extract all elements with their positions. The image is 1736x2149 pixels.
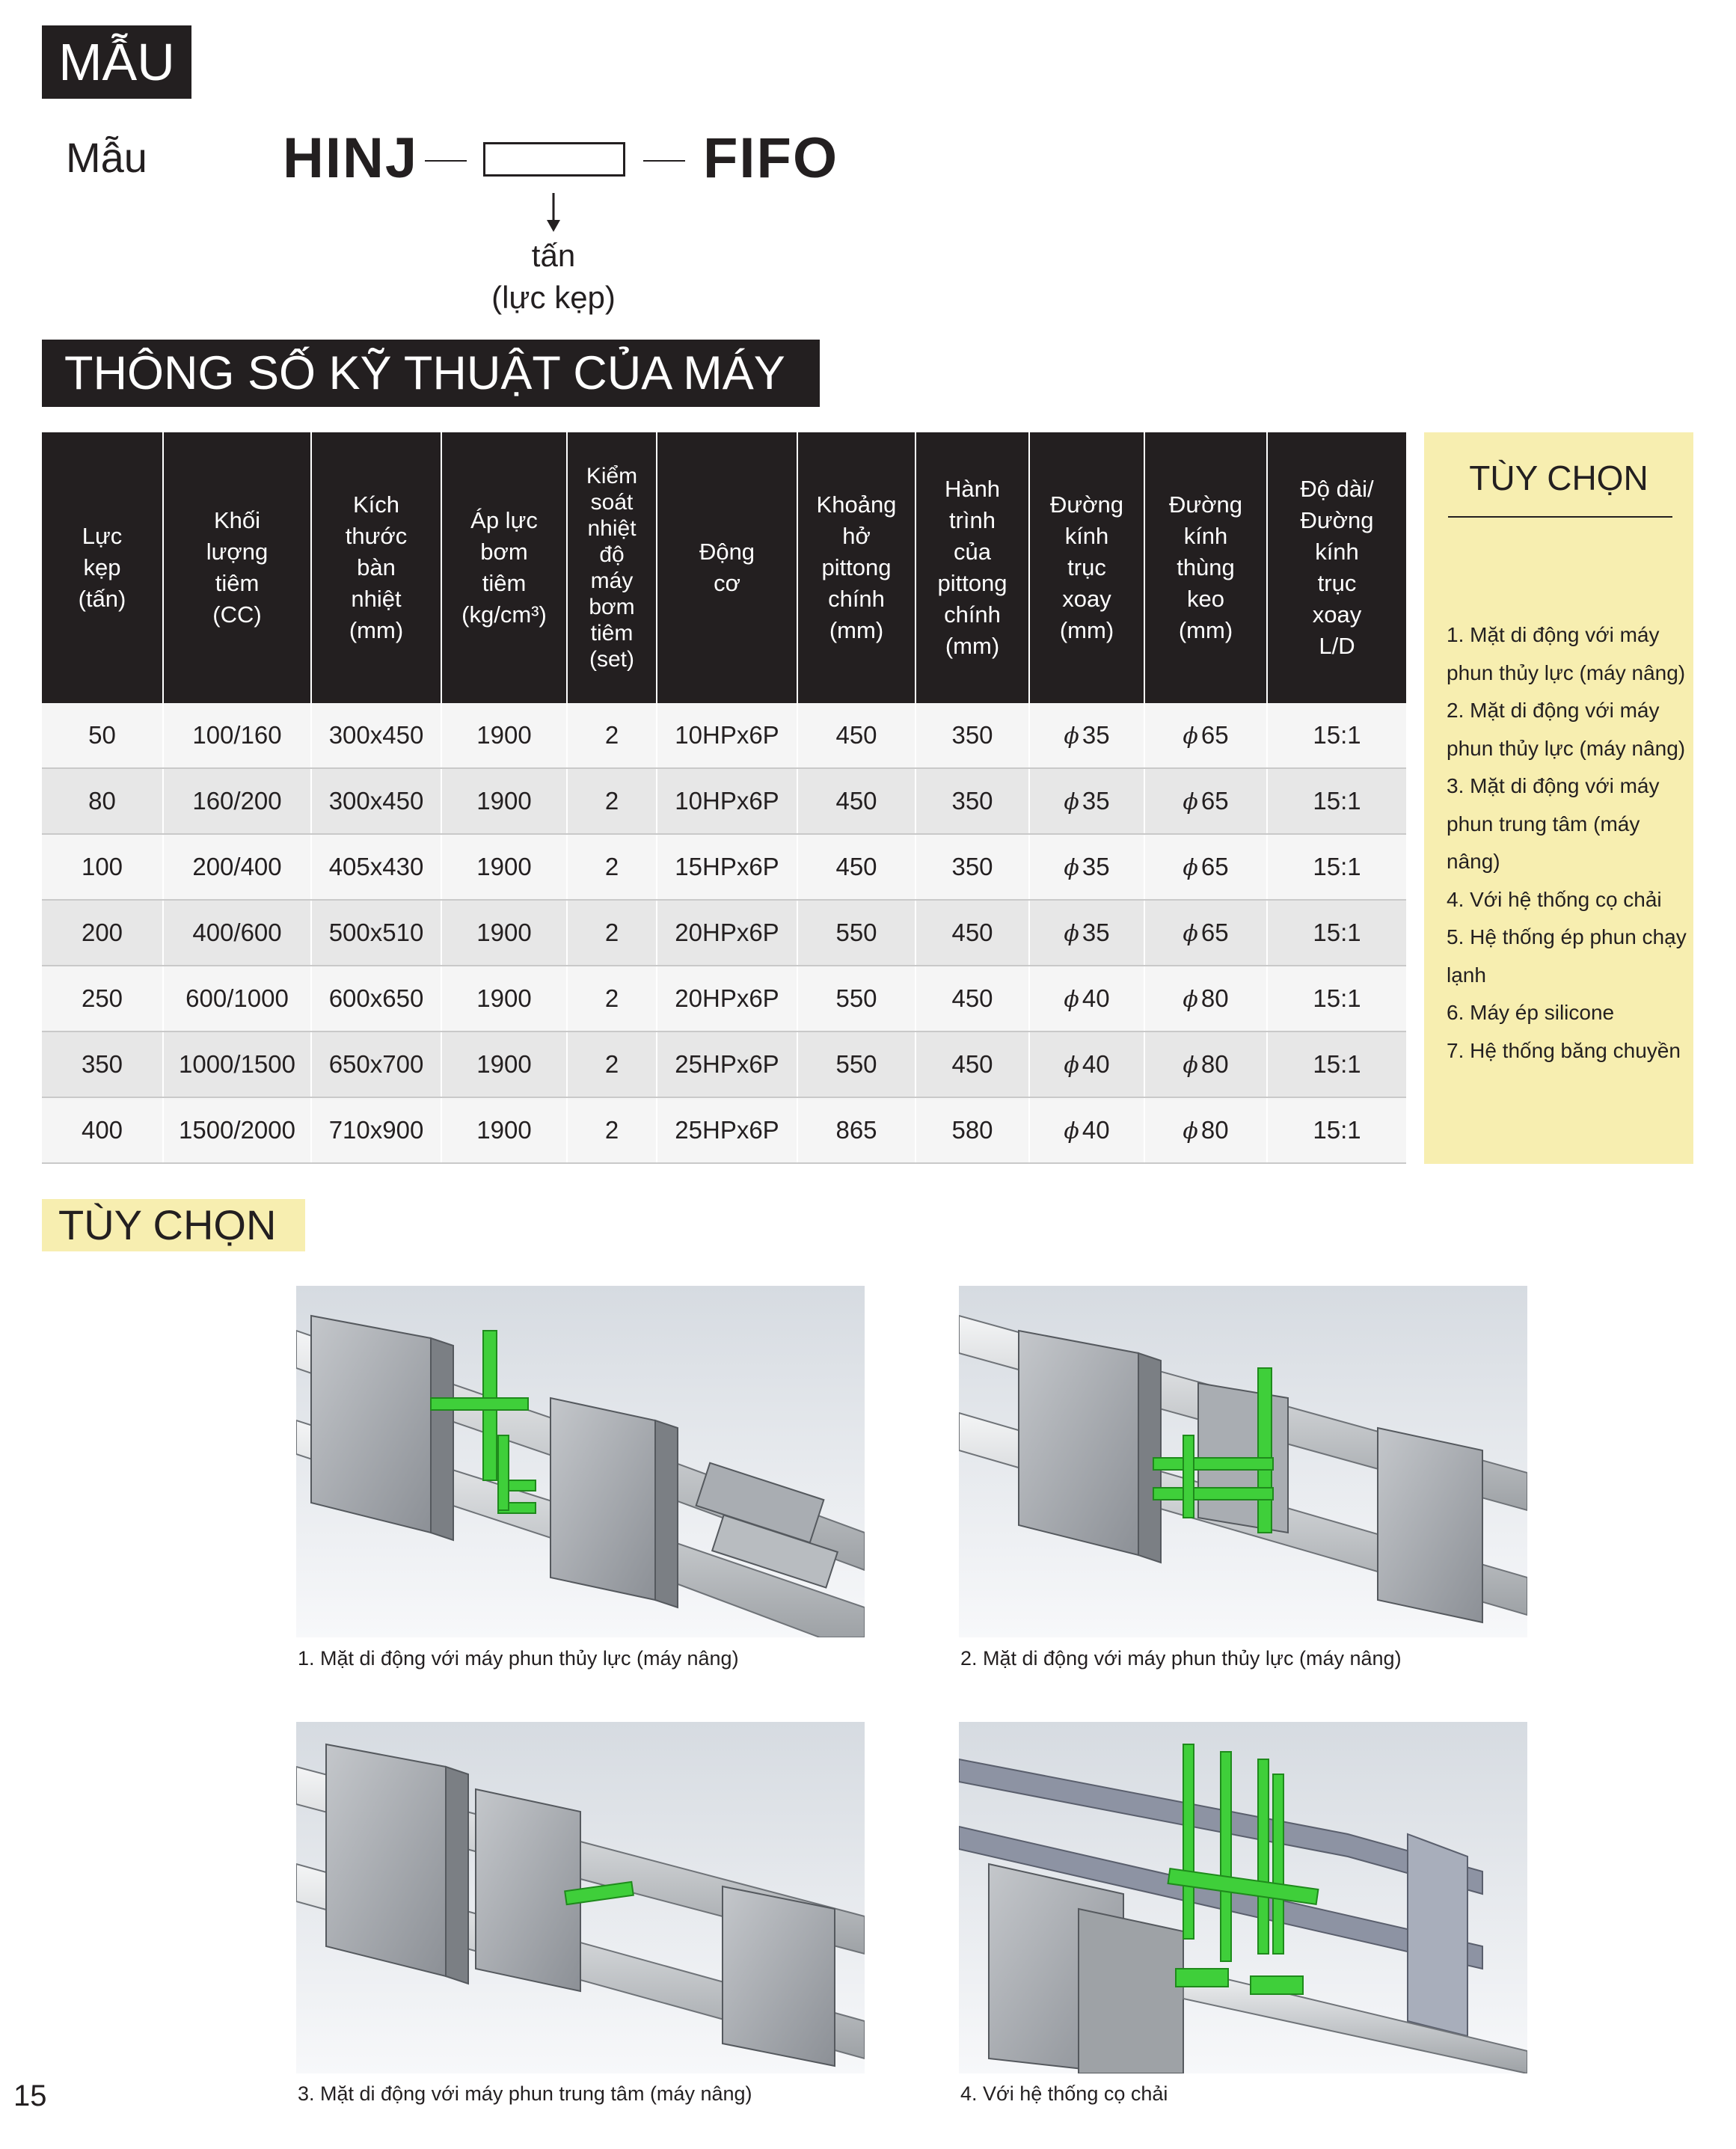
options-panel-divider — [1448, 516, 1672, 518]
spec-col-header-line: (mm) — [1059, 617, 1114, 643]
spec-cell-value: 450 — [951, 984, 993, 1012]
spec-cell-value: 550 — [835, 984, 877, 1012]
spec-cell-value: 1900 — [476, 984, 532, 1012]
spec-col-header-5 — [567, 432, 657, 703]
spec-cell — [1267, 1097, 1406, 1163]
spec-col-header-line: (mm) — [349, 617, 404, 643]
spec-cell — [657, 768, 797, 834]
spec-cell — [163, 1097, 311, 1163]
spec-cell — [1029, 834, 1144, 900]
spec-cell — [441, 900, 567, 966]
spec-cell-value: 450 — [835, 853, 877, 880]
spec-col-header-line: xoay — [1312, 601, 1362, 628]
spec-cell — [915, 834, 1029, 900]
spec-cell — [915, 1031, 1029, 1097]
spec-col-header-line: thước — [345, 523, 408, 549]
spec-cell-value: 15:1 — [1313, 787, 1361, 815]
spec-col-header-line: cơ — [714, 570, 740, 596]
spec-cell-value: 200/400 — [192, 853, 282, 880]
spec-cell-value: 15:1 — [1313, 721, 1361, 749]
spec-col-header-line: nhiệt — [351, 586, 402, 612]
spec-cell-value: 100 — [81, 853, 123, 880]
spec-col-header-2 — [163, 432, 311, 703]
spec-col-header-line: lượng — [206, 539, 269, 565]
spec-cell — [915, 768, 1029, 834]
options-heading: TÙY CHỌN — [42, 1199, 305, 1251]
spec-cell-value: 1900 — [476, 853, 532, 880]
spec-col-header-line: Kiểm — [586, 464, 638, 488]
spec-cell — [441, 703, 567, 768]
spec-col-header-line: Động — [699, 539, 755, 565]
spec-cell — [657, 703, 797, 768]
diameter-symbol: ϕ — [1183, 723, 1198, 749]
spec-cell-value: 2 — [604, 984, 619, 1012]
diameter-symbol: ϕ — [1064, 723, 1079, 749]
spec-col-header-line: Áp lực — [470, 507, 538, 533]
spec-col-header-line: trục — [1067, 554, 1106, 580]
spec-cell — [1144, 1097, 1267, 1163]
spec-col-header-line: chính — [828, 586, 885, 612]
spec-cell-value: 550 — [835, 1050, 877, 1078]
spec-cell-value: 550 — [835, 919, 877, 946]
spec-cell-value: 65 — [1200, 853, 1229, 880]
diameter-symbol: ϕ — [1064, 1052, 1079, 1079]
spec-col-header-line: Đường — [1169, 491, 1242, 518]
options-panel — [1424, 432, 1693, 1164]
spec-cell — [42, 1097, 163, 1163]
spec-cell-value: 1900 — [476, 1116, 532, 1144]
spec-cell-value: 100/160 — [192, 721, 282, 749]
spec-cell-value: 200 — [81, 919, 123, 946]
spec-cell-value: 40 — [1082, 1116, 1110, 1144]
spec-cell-value: 1900 — [476, 787, 532, 815]
spec-col-header-line: máy — [590, 568, 634, 593]
spec-cell-value: 10HPx6P — [675, 721, 779, 749]
spec-cell-value: 65 — [1200, 919, 1229, 946]
spec-cell — [1267, 966, 1406, 1031]
diameter-symbol: ϕ — [1183, 789, 1198, 815]
spec-cell-value: 2 — [604, 787, 619, 815]
options-list-item: 3. Mặt di động với máy phun trung tâm (máy nâng) — [1447, 774, 1660, 873]
options-list-item: 4. Với hệ thống cọ chải — [1447, 887, 1662, 911]
spec-cell-value: 1900 — [476, 1050, 532, 1078]
spec-cell — [163, 703, 311, 768]
diameter-symbol: ϕ — [1183, 921, 1198, 947]
spec-col-header-line: (mm) — [829, 617, 884, 643]
spec-cell-value: 2 — [604, 853, 619, 880]
spec-cell-value: 50 — [88, 721, 116, 749]
option-image-2 — [959, 1286, 1527, 1637]
spec-col-header-line: (kg/cm³) — [461, 601, 547, 628]
down-arrow-icon — [540, 191, 567, 233]
spec-col-header-line: Khối — [213, 507, 261, 533]
spec-col-header-line: (tấn) — [78, 586, 126, 612]
spec-cell-value: 1000/1500 — [179, 1050, 295, 1078]
spec-cell-value: 15:1 — [1313, 1050, 1361, 1078]
spec-cell — [567, 966, 657, 1031]
spec-col-header-line: keo — [1187, 586, 1224, 612]
spec-col-header-line: L/D — [1319, 633, 1355, 659]
spec-cell-value: 15:1 — [1313, 919, 1361, 946]
spec-heading: THÔNG SỐ KỸ THUẬT CỦA MÁY — [42, 340, 820, 407]
option-caption-3: 3. Mặt di động với máy phun trung tâm (máy nâng) — [298, 2082, 752, 2105]
model-dash-left — [425, 160, 467, 162]
spec-col-header-3 — [311, 432, 441, 703]
spec-col-header-line: pittong — [821, 554, 892, 580]
diameter-symbol: ϕ — [1064, 921, 1079, 947]
spec-col-header-line: tiêm — [482, 570, 527, 596]
spec-cell — [311, 768, 441, 834]
spec-row — [42, 703, 1406, 768]
spec-cell — [311, 900, 441, 966]
spec-cell-value: 600x650 — [328, 984, 424, 1012]
spec-cell — [1144, 900, 1267, 966]
spec-cell — [1144, 1031, 1267, 1097]
model-label: Mẫu — [66, 134, 147, 181]
spec-cell — [1267, 703, 1406, 768]
spec-row — [42, 768, 1406, 834]
model-tonnage-box — [483, 142, 625, 177]
spec-cell-value: 35 — [1082, 919, 1110, 946]
spec-cell — [441, 768, 567, 834]
spec-col-header-9 — [1029, 432, 1144, 703]
spec-col-header-10 — [1144, 432, 1267, 703]
options-list-item: 2. Mặt di động với máy phun thủy lực (máy nâng) — [1447, 699, 1686, 760]
spec-cell-value: 35 — [1082, 787, 1110, 815]
spec-cell — [797, 703, 915, 768]
spec-cell — [163, 900, 311, 966]
spec-cell — [1029, 1031, 1144, 1097]
spec-col-header-line: tiêm — [215, 570, 260, 596]
spec-cell-value: 20HPx6P — [675, 984, 779, 1012]
spec-cell — [657, 1031, 797, 1097]
spec-cell — [567, 1097, 657, 1163]
spec-cell — [567, 834, 657, 900]
spec-table — [42, 432, 1406, 1164]
spec-cell — [1144, 703, 1267, 768]
spec-cell-value: 15:1 — [1313, 853, 1361, 880]
spec-cell — [797, 966, 915, 1031]
spec-cell — [42, 768, 163, 834]
spec-cell — [42, 900, 163, 966]
spec-cell — [1267, 834, 1406, 900]
spec-cell-value: 450 — [835, 787, 877, 815]
model-note-line1: tấn — [531, 238, 576, 273]
spec-cell-value: 2 — [604, 1116, 619, 1144]
spec-row — [42, 900, 1406, 966]
spec-cell-value: 450 — [951, 1050, 993, 1078]
spec-cell-value: 600/1000 — [185, 984, 289, 1012]
model-dash-right — [643, 160, 685, 162]
spec-col-header-line: (set) — [589, 647, 634, 672]
spec-cell-value: 80 — [1200, 1116, 1229, 1144]
spec-cell — [915, 900, 1029, 966]
spec-cell-value: 1900 — [476, 721, 532, 749]
spec-col-header-line: Lực — [82, 523, 123, 549]
model-note — [449, 235, 658, 319]
spec-cell — [42, 1031, 163, 1097]
spec-cell — [163, 768, 311, 834]
spec-row — [42, 1031, 1406, 1097]
spec-cell-value: 15:1 — [1313, 1116, 1361, 1144]
spec-cell — [311, 1031, 441, 1097]
spec-cell-value: 40 — [1082, 1050, 1110, 1078]
spec-cell — [1144, 966, 1267, 1031]
spec-cell-value: 350 — [951, 787, 993, 815]
spec-cell — [657, 966, 797, 1031]
spec-cell-value: 40 — [1082, 984, 1110, 1012]
spec-cell — [311, 834, 441, 900]
spec-cell — [1267, 768, 1406, 834]
spec-col-header-line: (mm) — [1178, 617, 1233, 643]
spec-col-header-line: xoay — [1062, 586, 1111, 612]
spec-header-row — [42, 432, 1406, 703]
option-image-4 — [959, 1722, 1527, 2073]
spec-body — [42, 703, 1406, 1163]
spec-cell-value: 400 — [81, 1116, 123, 1144]
spec-cell-value: 80 — [1200, 984, 1229, 1012]
spec-cell — [441, 834, 567, 900]
spec-col-header-line: Đường — [1050, 491, 1123, 518]
spec-cell — [1029, 966, 1144, 1031]
model-note-line2: (lực kẹp) — [491, 280, 616, 315]
spec-cell-value: 405x430 — [328, 853, 424, 880]
spec-cell — [1029, 703, 1144, 768]
spec-col-header-line: bơm — [480, 539, 528, 565]
spec-col-header-6 — [657, 432, 797, 703]
spec-cell — [567, 703, 657, 768]
spec-cell — [1144, 834, 1267, 900]
options-list-item: 5. Hệ thống ép phun chạy lạnh — [1447, 925, 1687, 987]
spec-cell-value: 65 — [1200, 721, 1229, 749]
option-caption-1: 1. Mặt di động với máy phun thủy lực (máy nâng) — [298, 1647, 739, 1670]
spec-cell-value: 10HPx6P — [675, 787, 779, 815]
spec-cell — [1144, 768, 1267, 834]
spec-col-header-line: kính — [1315, 539, 1359, 565]
options-list-item: 1. Mặt di động với máy phun thủy lực (máy nâng) — [1447, 623, 1686, 684]
spec-row — [42, 966, 1406, 1031]
spec-cell-value: 450 — [835, 721, 877, 749]
spec-cell — [163, 966, 311, 1031]
diameter-symbol: ϕ — [1064, 789, 1079, 815]
spec-cell — [1029, 1097, 1144, 1163]
spec-col-header-1 — [42, 432, 163, 703]
spec-row — [42, 1097, 1406, 1163]
spec-cell-value: 25HPx6P — [675, 1116, 779, 1144]
page-number: 15 — [13, 2079, 47, 2112]
model-prefix: HINJ — [283, 126, 419, 190]
spec-cell — [657, 834, 797, 900]
spec-col-header-line: của — [954, 539, 991, 565]
option-caption-2: 2. Mặt di động với máy phun thủy lực (máy nâng) — [960, 1647, 1402, 1670]
spec-col-header-line: bơm — [589, 595, 635, 619]
diameter-symbol: ϕ — [1183, 1118, 1198, 1144]
spec-col-header-line: Độ dài/ — [1300, 476, 1374, 502]
spec-cell — [42, 966, 163, 1031]
spec-col-header-line: Kích — [352, 491, 400, 518]
diameter-symbol: ϕ — [1183, 855, 1198, 881]
spec-col-header-line: (CC) — [212, 601, 262, 628]
spec-cell — [657, 1097, 797, 1163]
spec-cell — [441, 1097, 567, 1163]
spec-cell-value: 20HPx6P — [675, 919, 779, 946]
spec-cell — [1029, 900, 1144, 966]
spec-cell — [797, 834, 915, 900]
spec-cell-value: 2 — [604, 1050, 619, 1078]
spec-row — [42, 834, 1406, 900]
spec-cell-value: 80 — [88, 787, 116, 815]
spec-cell — [311, 703, 441, 768]
spec-col-header-line: soát — [590, 490, 634, 515]
spec-col-header-line: tiêm — [590, 621, 634, 646]
spec-cell-value: 15:1 — [1313, 984, 1361, 1012]
spec-cell — [1267, 1031, 1406, 1097]
spec-cell-value: 25HPx6P — [675, 1050, 779, 1078]
spec-col-header-line: bàn — [357, 554, 396, 580]
spec-cell — [567, 900, 657, 966]
spec-cell-value: 300x450 — [328, 721, 424, 749]
spec-col-header-line: hở — [842, 523, 871, 549]
options-list — [1447, 616, 1687, 1070]
spec-col-header-line: kẹp — [83, 554, 121, 580]
spec-cell-value: 450 — [951, 919, 993, 946]
diameter-symbol: ϕ — [1064, 855, 1079, 881]
spec-cell — [797, 768, 915, 834]
spec-cell — [797, 900, 915, 966]
spec-cell — [567, 768, 657, 834]
spec-col-header-line: Hành — [944, 476, 1001, 502]
spec-cell-value: 650x700 — [328, 1050, 424, 1078]
spec-cell-value: 400/600 — [192, 919, 282, 946]
spec-col-header-line: nhiệt — [587, 516, 637, 541]
options-list-item: 6. Máy ép silicone — [1447, 1001, 1615, 1024]
spec-cell — [1267, 900, 1406, 966]
spec-col-header-line: thùng — [1177, 554, 1235, 580]
spec-cell-value: 65 — [1200, 787, 1229, 815]
spec-cell-value: 350 — [81, 1050, 123, 1078]
options-list-item: 7. Hệ thống băng chuyền — [1447, 1038, 1681, 1062]
model-heading: MẪU — [42, 25, 191, 99]
spec-col-header-line: kính — [1183, 523, 1228, 549]
spec-cell — [915, 966, 1029, 1031]
spec-col-header-line: Đường — [1300, 507, 1374, 533]
spec-cell-value: 2 — [604, 721, 619, 749]
spec-cell — [311, 966, 441, 1031]
spec-col-header-4 — [441, 432, 567, 703]
spec-cell — [163, 1031, 311, 1097]
spec-col-header-line: chính — [944, 601, 1001, 628]
spec-cell — [441, 1031, 567, 1097]
spec-cell-value: 35 — [1082, 853, 1110, 880]
spec-col-header-line: trình — [948, 507, 996, 533]
spec-cell-value: 15HPx6P — [675, 853, 779, 880]
diameter-symbol: ϕ — [1064, 987, 1079, 1013]
spec-cell-value: 300x450 — [328, 787, 424, 815]
diameter-symbol: ϕ — [1183, 1052, 1198, 1079]
model-suffix: FIFO — [703, 126, 839, 190]
spec-cell-value: 710x900 — [328, 1116, 424, 1144]
spec-cell — [311, 1097, 441, 1163]
spec-cell-value: 1500/2000 — [179, 1116, 295, 1144]
spec-cell — [915, 1097, 1029, 1163]
options-panel-title: TÙY CHỌN — [1469, 459, 1648, 497]
spec-cell — [657, 900, 797, 966]
spec-cell — [42, 703, 163, 768]
spec-col-header-11 — [1267, 432, 1406, 703]
spec-cell — [797, 1097, 915, 1163]
spec-cell-value: 35 — [1082, 721, 1110, 749]
spec-col-header-line: pittong — [937, 570, 1007, 596]
spec-cell-value: 350 — [951, 853, 993, 880]
spec-cell-value: 500x510 — [328, 919, 424, 946]
spec-cell — [567, 1031, 657, 1097]
spec-cell — [441, 966, 567, 1031]
option-image-3 — [296, 1722, 865, 2073]
spec-col-header-line: độ — [599, 542, 625, 567]
spec-cell — [1029, 768, 1144, 834]
spec-cell — [42, 834, 163, 900]
spec-cell — [915, 703, 1029, 768]
spec-cell-value: 2 — [604, 919, 619, 946]
spec-cell-value: 580 — [951, 1116, 993, 1144]
spec-col-header-8 — [915, 432, 1029, 703]
option-image-1 — [296, 1286, 865, 1637]
spec-cell — [797, 1031, 915, 1097]
spec-cell-value: 350 — [951, 721, 993, 749]
spec-cell-value: 160/200 — [192, 787, 282, 815]
spec-cell-value: 1900 — [476, 919, 532, 946]
spec-col-header-7 — [797, 432, 915, 703]
diameter-symbol: ϕ — [1064, 1118, 1079, 1144]
option-caption-4: 4. Với hệ thống cọ chải — [960, 2082, 1168, 2105]
spec-cell — [163, 834, 311, 900]
spec-cell-value: 865 — [835, 1116, 877, 1144]
diameter-symbol: ϕ — [1183, 987, 1198, 1013]
spec-col-header-line: trục — [1317, 570, 1357, 596]
spec-cell-value: 250 — [81, 984, 123, 1012]
spec-col-header-line: kính — [1064, 523, 1109, 549]
spec-col-header-line: (mm) — [945, 633, 1000, 659]
spec-cell-value: 80 — [1200, 1050, 1229, 1078]
spec-col-header-line: Khoảng — [816, 491, 897, 518]
